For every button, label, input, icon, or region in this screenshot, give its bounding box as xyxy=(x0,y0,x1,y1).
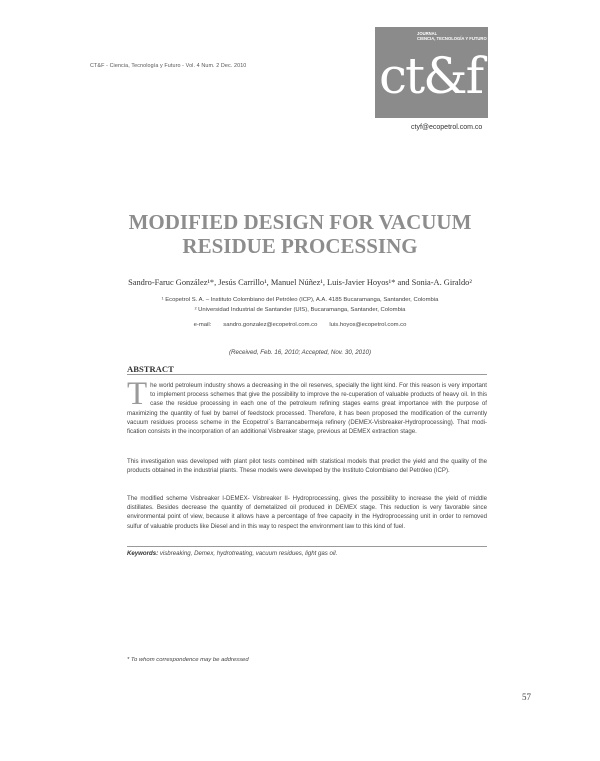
email-address-1[interactable]: sandro.gonzalez@ecopetrol.com.co xyxy=(223,322,318,328)
abstract-paragraph-3: The modified scheme Visbreaker I-DEMEX- Visbreaker II- Hydroprocessing, gives the possibility to increase the yield of middle distillates. Besides decrease the quantity of demetalized oil produced in DEMEX stage. This reduction is very favorable since environmental point of view, because it allows have a percentage of free capacity in the Hydroprocessing unit in order to removed sulfur of valuable products like Diesel and in this way to respect the environment law to this kind of fuel. xyxy=(127,495,487,530)
abstract-paragraph-1 xyxy=(127,376,487,436)
logo-journal-line2: CIENCIA, TECNOLOGÍA Y FUTURO xyxy=(417,36,487,41)
drop-cap: T xyxy=(127,376,148,412)
journal-reference: CT&F - Ciencia, Tecnología y Futuro - Vol. 4 Num. 2 Dec. 2010 xyxy=(90,63,247,69)
abstract-paragraph-2: This investigation was developed with plant pilot tests combined with statistical models that predict the yield and the quality of the products obtained in the industrial plants. These models were developed by the Instituto Colombiano del Petróleo (ICP). xyxy=(127,458,487,475)
author-emails xyxy=(0,322,600,328)
article-title-line1: MODIFIED DESIGN FOR VACUUM xyxy=(128,210,472,234)
abstract-paragraph-1-text: he world petroleum industry shows a decreasing in the oil reserves, specially the light kind. For this reason is very important to implement process schemes that give the possibility to improve the re-cuperation of valuable products of heavy oil. In this case the residue processing in each one of the petroleum refining stages earns great importance with the purpose of maximizing the quantity of fuel by barrel of feedstock processed. Therefore, it has been proposed the modification of the currently vacuum residues process scheme in the Ecopetrol´s Barrancabermeja refinery (DEMEX-Visbreaker-Hydroprocessing). That modi-fication consists in the incorporation of an additional Visbreaker stage, previous at DEMEX extraction stage. xyxy=(127,382,487,436)
logo-mark: ct&f xyxy=(379,47,483,105)
keywords xyxy=(127,550,487,557)
affiliation-1: ¹ Ecopetrol S. A. – Instituto Colombiano del Petróleo (ICP), A.A. 4185 Bucaramanga, Santander, Colombia xyxy=(161,297,439,303)
abstract-bottom-rule xyxy=(127,546,487,547)
abstract-top-rule xyxy=(127,374,487,375)
author-list: Sandro-Faruc González¹*, Jesús Carrillo¹, Manuel Núñez¹, Luis-Javier Hoyos¹* and Sonia-A. Giraldo² xyxy=(128,278,472,287)
page-number: 57 xyxy=(522,692,531,702)
keywords-label: Keywords: xyxy=(127,550,159,557)
received-dates: (Received, Feb. 16, 2010; Accepted, Nov. 30, 2010) xyxy=(228,349,372,356)
logo-journal-name xyxy=(417,31,487,41)
article-title-line2: RESIDUE PROCESSING xyxy=(182,234,418,258)
affiliation-2: ² Universidad Industrial de Santander (UIS), Bucaramanga, Santander, Colombia xyxy=(194,307,406,313)
abstract-heading: ABSTRACT xyxy=(127,364,174,374)
email-prefix: e-mail: xyxy=(193,322,212,328)
journal-email: ctyf@ecopetrol.com.co xyxy=(411,124,483,131)
keywords-text: visbreaking, Demex, hydrotreating, vacuum residues, light gas oil. xyxy=(159,550,338,557)
journal-logo xyxy=(375,27,488,118)
correspondence-footnote: * To whom correspondence may be addressed xyxy=(127,657,249,663)
email-address-2[interactable]: luis.hoyos@ecopetrol.com.co xyxy=(329,322,407,328)
logo-journal-line1: JOURNAL xyxy=(417,31,438,36)
